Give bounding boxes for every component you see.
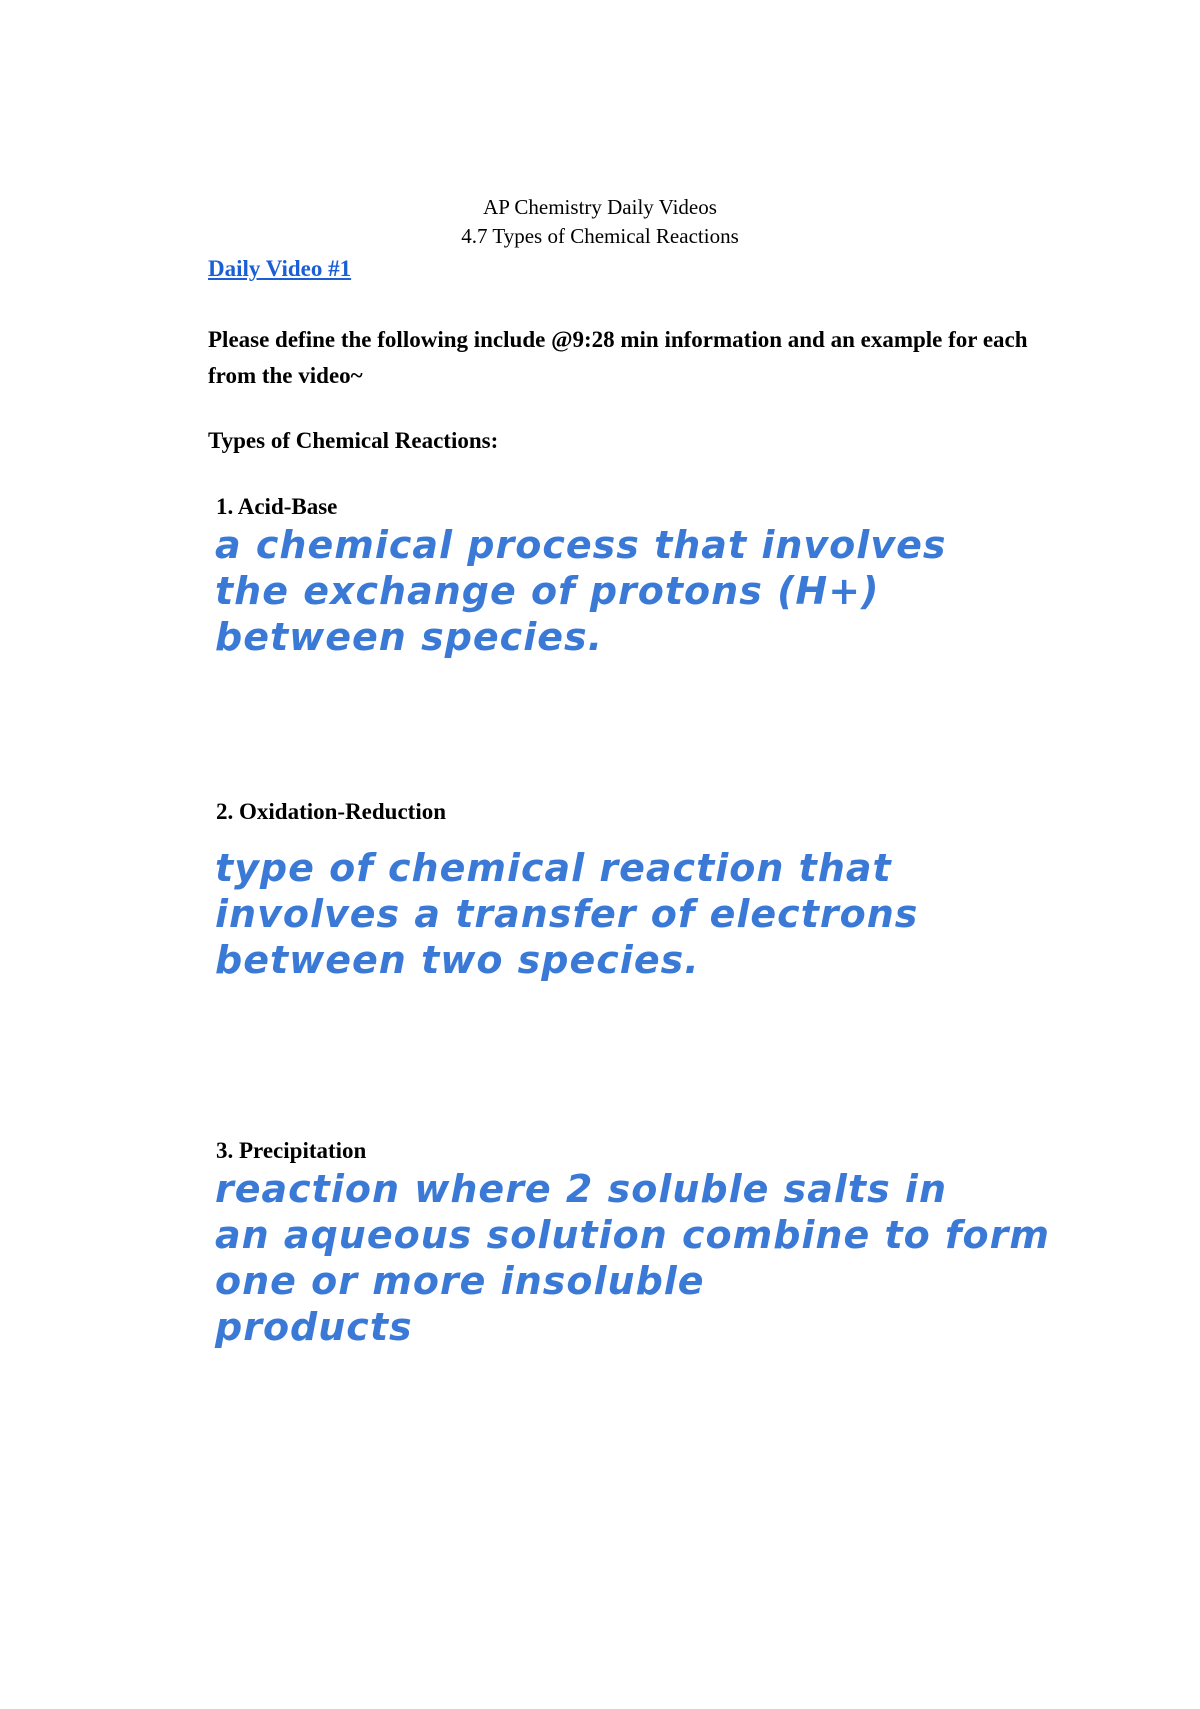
handwritten-line: one or more insoluble: [215, 1259, 705, 1303]
instructions-text: Please define the following include @9:28 min information and an example for each from the video~: [208, 327, 1028, 388]
handwritten-line: involves a transfer of electrons: [215, 892, 919, 936]
item-label-oxidation-reduction: 2. Oxidation-Reduction: [216, 799, 447, 824]
handwritten-line: between two species.: [215, 938, 700, 982]
handwritten-line: products: [215, 1305, 413, 1349]
item-label-acid-base: 1. Acid-Base: [216, 494, 338, 519]
handwritten-line: a chemical process that involves: [215, 523, 947, 567]
handwritten-line: reaction where 2 soluble salts in: [215, 1167, 948, 1211]
section-heading: Types of Chemical Reactions:: [208, 428, 499, 453]
daily-video-link[interactable]: Daily Video #1: [208, 256, 352, 281]
document-title: AP Chemistry Daily Videos: [483, 195, 717, 219]
handwritten-line: the exchange of protons (H+): [215, 569, 880, 613]
document-subtitle: 4.7 Types of Chemical Reactions: [461, 224, 739, 248]
handwritten-answer-acid-base: [215, 522, 946, 660]
handwritten-answer-oxidation-reduction: [215, 845, 918, 983]
handwritten-line: type of chemical reaction that: [215, 846, 892, 890]
handwritten-answer-precipitation: [215, 1166, 1050, 1350]
handwritten-line: an aqueous solution combine to form: [215, 1213, 1050, 1257]
item-label-precipitation: 3. Precipitation: [216, 1138, 367, 1163]
handwritten-line: between species.: [215, 615, 604, 659]
